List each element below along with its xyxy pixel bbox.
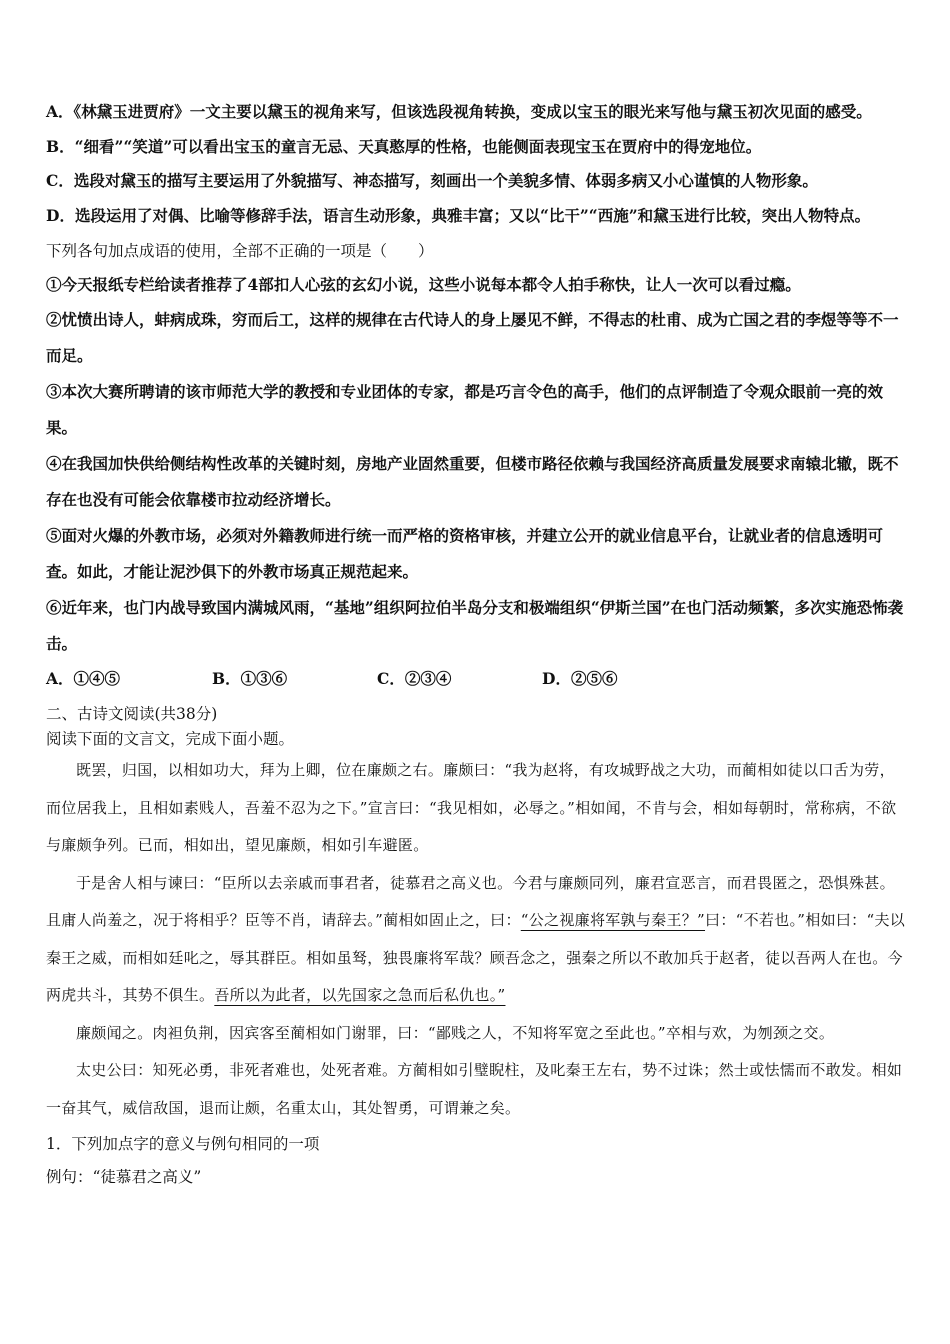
idiom-choices <box>46 662 908 696</box>
question-1-stem: 1．下列加点字的意义与例句相同的一项 <box>46 1135 320 1153</box>
passage-paragraph-4: 太史公曰：知死必勇，非死者难也，处死者难。方蔺相如引璧睨柱，及叱秦王左右，势不过诛；然士或怯懦而不敢发。相如一奋其气，威信敌国，退而让颇，名重太山，其处智勇，可谓兼之矣。 <box>46 1061 903 1117</box>
idiom-item-4: ④在我国加快供给侧结构性改革的关键时刻，房地产业固然重要，但楼市路径依赖与我国经济高质量发展要求南辕北辙，既不存在也没有可能会依靠楼市拉动经济增长。 <box>46 454 899 509</box>
option-a-text: 《林黛玉进贾府》一文主要以黛玉的视角来写，但该选段视角转换，变成以宝玉的眼光来写他与黛玉初次见面的感受。 <box>73 102 872 121</box>
choice-d: D．②⑤⑥ <box>542 669 618 688</box>
option-a-label: A． <box>46 102 74 121</box>
document-page <box>46 94 908 1193</box>
option-a <box>46 94 908 130</box>
underlined-sentence-1: “公之视廉将军孰与秦王？” <box>520 911 706 929</box>
idiom-item-5: ⑤面对火爆的外教市场，必须对外籍教师进行统一而严格的资格审核，并建立公开的就业信息平台，让就业者的信息透明可查。如此，才能让泥沙俱下的外教市场真正规范起来。 <box>46 526 884 581</box>
option-d <box>46 198 908 234</box>
passage-paragraph-1: 既罢，归国，以相如功大，拜为上卿，位在廉颇之右。廉颇曰：“我为赵将，有攻城野战之大功，而蔺相如徒以口舌为劳，而位居我上，且相如素贱人，吾羞不忍为之下。”宣言曰：“我见相如，必辱之。”相如闻，不肯与会，相如每朝时，常称病，不欲与廉颇争列。已而，相如出，望见廉颇，相如引车避匿。 <box>46 761 897 854</box>
idiom-item-3: ③本次大赛所聘请的该市师范大学的教授和专业团体的专家，都是巧言令色的高手，他们的点评制造了令观众眼前一亮的效果。 <box>46 382 884 437</box>
passage-paragraph-2 <box>46 865 908 1015</box>
idiom-item-2: ②忧愤出诗人，蚌病成珠，穷而后工，这样的规律在古代诗人的身上屡见不鲜，不得志的杜甫、成为亡国之君的李煜等等不一而足。 <box>46 310 899 365</box>
choice-a: A．①④⑤ <box>46 669 121 688</box>
option-d-text: 选段运用了对偶、比喻等修辞手法，语言生动形象，典雅丰富；又以“比干”“西施”和黛玉进行比较，突出人物特点。 <box>74 206 871 225</box>
option-b-text: “细看”“笑道”可以看出宝玉的童言无忌、天真憨厚的性格，也能侧面表现宝玉在贾府中的得宠地位。 <box>74 137 762 156</box>
section-title: 二、古诗文阅读(共38分) <box>46 705 218 723</box>
p2-text-b: 曰：“不若也。”相如曰：“夫以秦王之威，而相如廷叱之，辱其群臣。相如虽驽，独畏廉将军哉？顾吾念之，强秦之所以不敢加兵于赵者，徒以吾两人在也。今两虎共斗，其势不俱生。 <box>46 911 906 1004</box>
question-1-example: 例句：“徒慕君之高义” <box>46 1168 202 1186</box>
p2-text-a: 于是舍人相与谏曰：“臣所以去亲戚而事君者，徒慕君之高义也。今君与廉颇同列，廉君宣恶言，而君畏匿之，恐惧殊甚。且庸人尚羞之，况于将相乎？臣等不肖，请辞去。”蔺相如固止之，曰： <box>46 873 895 929</box>
choice-b: B．①③⑥ <box>212 669 288 688</box>
passage-paragraph-3: 廉颇闻之。肉袒负荆，因宾客至蔺相如门谢罪，曰：“鄙贱之人，不知将军宽之至此也。”卒相与欢，为刎颈之交。 <box>76 1023 835 1042</box>
option-c-text: 选段对黛玉的描写主要运用了外貌描写、神态描写，刻画出一个美貌多情、体弱多病又小心谨慎的人物形象。 <box>73 171 818 190</box>
choice-c: C．②③④ <box>377 669 452 688</box>
idiom-item-1: ①今天报纸专栏给读者推荐了4部扣人心弦的玄幻小说，这些小说每本都令人拍手称快，让人一次可以看过瘾。 <box>46 275 801 294</box>
idiom-item-6: ⑥近年来，也门内战导致国内满城风雨，“基地”组织阿拉伯半岛分支和极端组织“伊斯兰国”在也门活动频繁，多次实施恐怖袭击。 <box>46 598 904 653</box>
option-d-label: D． <box>46 206 75 225</box>
option-b-label: B． <box>46 137 75 156</box>
section-intro: 阅读下面的文言文，完成下面小题。 <box>46 730 295 748</box>
underlined-sentence-2: 吾所以为此者，以先国家之急而后私仇也。” <box>214 986 506 1004</box>
idiom-question-stem: 下列各句加点成语的使用，全部不正确的一项是（ ） <box>46 242 434 260</box>
option-c-label: C． <box>46 171 74 190</box>
option-c <box>46 164 908 198</box>
option-b <box>46 130 908 164</box>
